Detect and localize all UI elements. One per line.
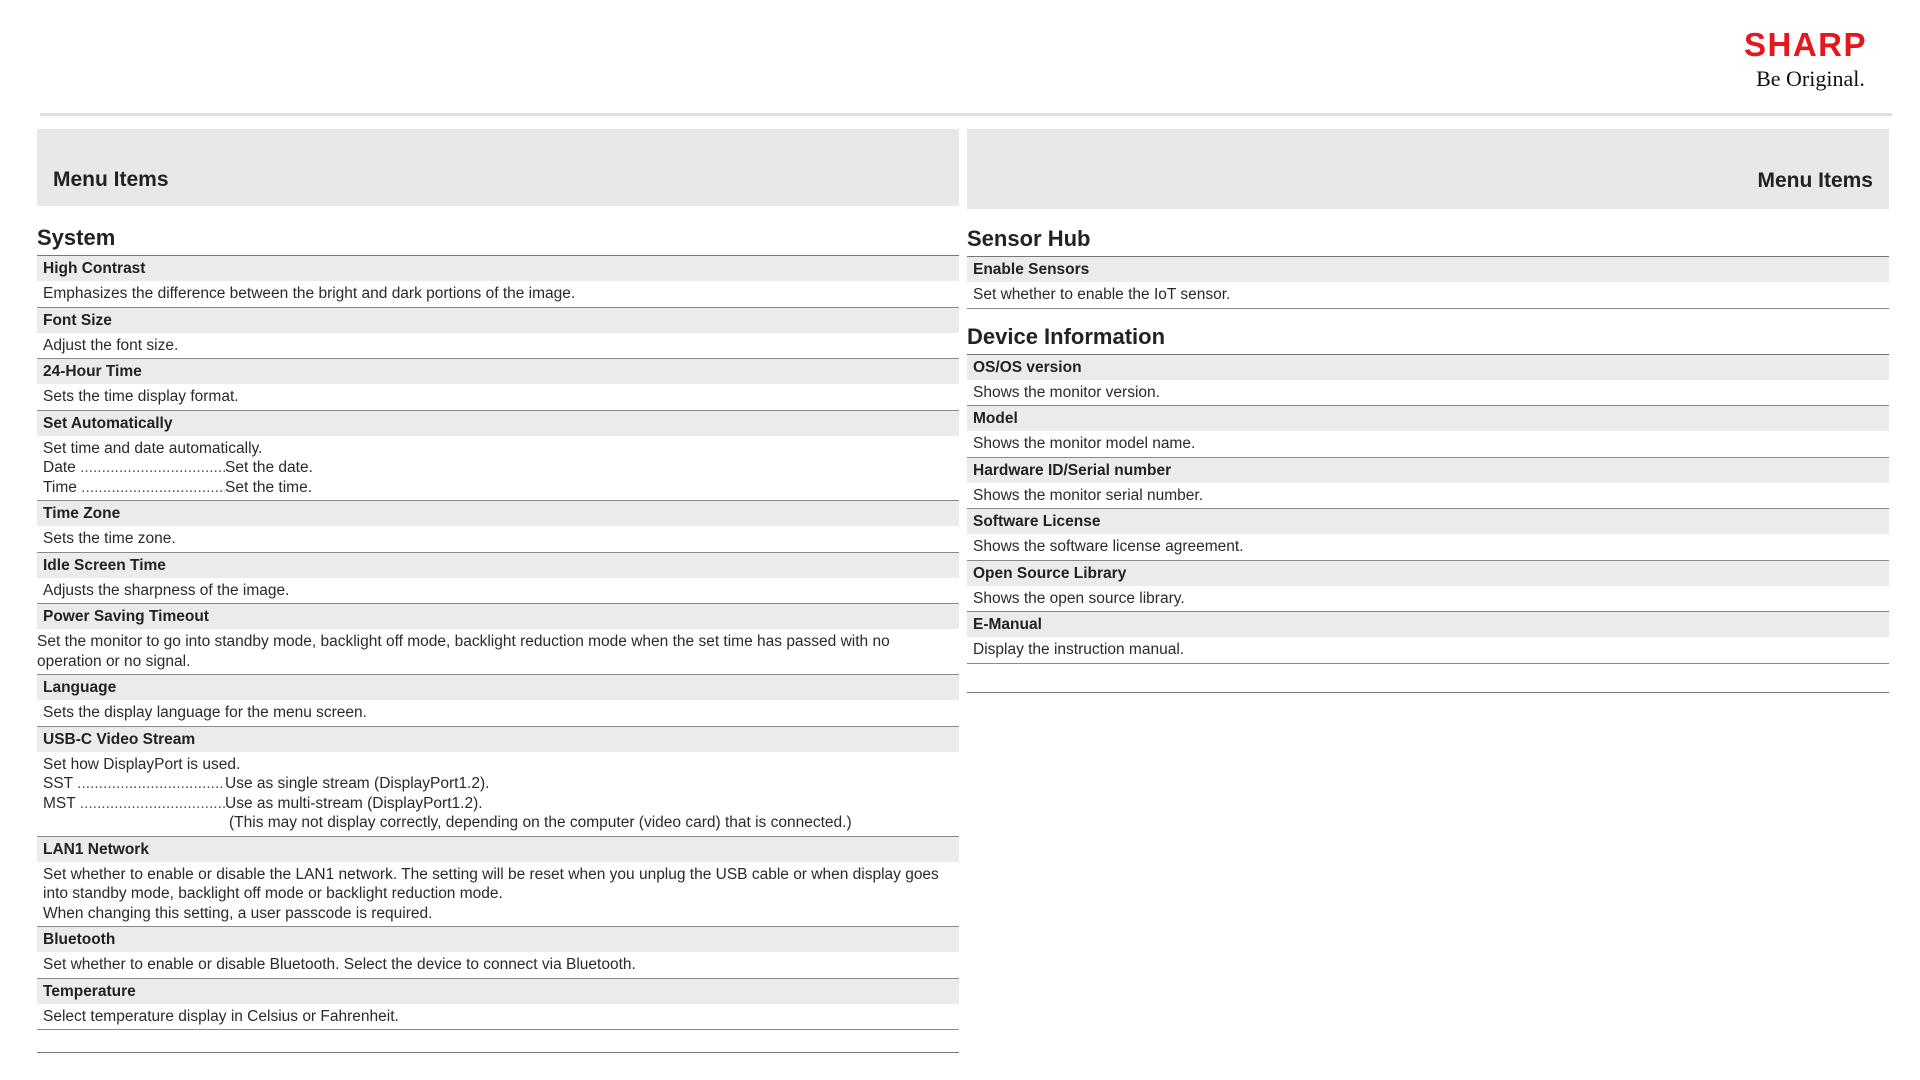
left-banner xyxy=(37,129,959,206)
option-description: Set the date. xyxy=(225,459,313,476)
menu-item-usb-c-video-stream xyxy=(37,727,959,837)
menu-item-description xyxy=(37,862,959,927)
right-sections xyxy=(967,225,1889,664)
menu-item-time-zone xyxy=(37,501,959,553)
brand-tagline: Be Original. xyxy=(1756,66,1865,91)
menu-item-description xyxy=(37,1004,959,1030)
menu-item-title: Time Zone xyxy=(37,501,959,526)
option-name: Date ..... xyxy=(43,458,225,478)
menu-item-title: USB-C Video Stream xyxy=(37,727,959,752)
description-line: Shows the monitor serial number. xyxy=(973,486,1204,504)
description-line: Set the monitor to go into standby mode, backlight off mode, backlight reduction mode when the set time has passed with no operation or no signal. xyxy=(37,633,890,670)
menu-item-set-automatically xyxy=(37,411,959,502)
menu-item-title: OS/OS version xyxy=(967,355,1889,380)
right-banner xyxy=(967,129,1889,209)
menu-item-description xyxy=(37,629,959,674)
description-line: Emphasizes the difference between the bright and dark portions of the image. xyxy=(43,285,576,302)
menu-item-description xyxy=(967,431,1889,457)
left-end-divider xyxy=(37,1030,959,1053)
menu-item-24-hour-time xyxy=(37,359,959,411)
option-row xyxy=(43,794,953,814)
menu-item-description xyxy=(37,384,959,410)
right-column xyxy=(967,129,1889,693)
menu-item-idle-screen-time xyxy=(37,553,959,605)
menu-item-description xyxy=(37,526,959,552)
menu-item-description xyxy=(967,534,1889,560)
menu-item-title: Hardware ID/Serial number xyxy=(967,458,1889,483)
menu-item-description xyxy=(967,380,1889,406)
description-line: Set time and date automatically. xyxy=(43,439,263,457)
option-name: MST ..... xyxy=(43,794,225,814)
description-line: Set whether to enable or disable the LAN1 network. The setting will be reset when you unplug the USB cable or when display goes into standby mode, backlight off mode or backlight reduction mode. xyxy=(43,865,939,902)
option-description: Use as single stream (DisplayPort1.2). xyxy=(225,775,490,792)
menu-item-title: Font Size xyxy=(37,308,959,333)
system-section xyxy=(37,224,959,1030)
menu-item-title: Model xyxy=(967,406,1889,431)
option-note: (This may not display correctly, depending on the computer (video card) that is connected.) xyxy=(229,814,852,831)
option-description: Set the time. xyxy=(225,478,313,496)
option-description: Use as multi-stream (DisplayPort1.2). xyxy=(225,794,483,812)
left-banner-title: Menu Items xyxy=(53,168,169,191)
menu-item-language xyxy=(37,675,959,727)
menu-item-title: High Contrast xyxy=(37,256,959,281)
menu-item-hardware-id-serial-number xyxy=(967,458,1889,510)
menu-item-description xyxy=(967,637,1889,663)
menu-item-e-manual xyxy=(967,612,1889,664)
description-line: Adjust the font size. xyxy=(43,336,179,354)
menu-item-title: Software License xyxy=(967,509,1889,534)
menu-item-description xyxy=(37,578,959,604)
menu-item-bluetooth xyxy=(37,927,959,979)
option-row xyxy=(43,774,953,794)
description-line: Shows the software license agreement. xyxy=(973,538,1244,555)
description-line: Set whether to enable or disable Bluetooth. Select the device to connect via Bluetooth. xyxy=(43,956,636,973)
description-line: Display the instruction manual. xyxy=(973,641,1185,658)
header-divider xyxy=(40,113,1892,116)
menu-item-software-license xyxy=(967,509,1889,561)
option-name: SST ..... xyxy=(43,774,225,794)
menu-item-high-contrast xyxy=(37,256,959,308)
menu-item-lan1-network xyxy=(37,837,959,928)
description-line: Adjusts the sharpness of the image. xyxy=(43,581,290,599)
description-line: Shows the monitor version. xyxy=(973,383,1160,401)
menu-item-os-os-version xyxy=(967,355,1889,407)
menu-item-title: Power Saving Timeout xyxy=(37,604,959,629)
description-line: Select temperature display in Celsius or Fahrenheit. xyxy=(43,1007,399,1025)
menu-item-title: LAN1 Network xyxy=(37,837,959,862)
brand-name: SHARP xyxy=(1743,26,1868,63)
description-line: Shows the open source library. xyxy=(973,589,1185,607)
description-line: Shows the monitor model name. xyxy=(973,435,1196,452)
right-end-divider xyxy=(967,664,1889,693)
menu-item-open-source-library xyxy=(967,561,1889,613)
menu-item-description xyxy=(37,436,959,501)
menu-item-title: Set Automatically xyxy=(37,411,959,436)
menu-item-title: Temperature xyxy=(37,979,959,1004)
menu-item-title: Idle Screen Time xyxy=(37,553,959,578)
section-device-information xyxy=(967,323,1889,664)
description-line: Set whether to enable the IoT sensor. xyxy=(973,286,1231,303)
section-sensor-hub xyxy=(967,225,1889,309)
section-title: Device Information xyxy=(967,323,1889,355)
sharp-logo xyxy=(1718,26,1893,92)
menu-item-description xyxy=(967,483,1889,509)
menu-item-title: Enable Sensors xyxy=(967,257,1889,282)
left-column xyxy=(37,129,959,1053)
menu-item-model xyxy=(967,406,1889,458)
system-items xyxy=(37,256,959,1030)
menu-item-power-saving-timeout xyxy=(37,604,959,675)
menu-item-enable-sensors xyxy=(967,257,1889,309)
menu-item-description xyxy=(37,952,959,978)
option-row xyxy=(43,478,953,498)
option-name: Time ..... xyxy=(43,478,225,498)
menu-item-font-size xyxy=(37,308,959,360)
menu-item-description xyxy=(37,281,959,307)
menu-item-title: Bluetooth xyxy=(37,927,959,952)
section-title: Sensor Hub xyxy=(967,225,1889,257)
description-line: Set how DisplayPort is used. xyxy=(43,755,241,773)
menu-item-title: Language xyxy=(37,675,959,700)
description-line: Sets the time display format. xyxy=(43,388,239,405)
menu-item-title: Open Source Library xyxy=(967,561,1889,586)
description-line: Sets the display language for the menu screen. xyxy=(43,704,367,721)
description-line: Sets the time zone. xyxy=(43,530,176,547)
description-line: When changing this setting, a user passcode is required. xyxy=(43,904,433,922)
menu-item-description xyxy=(967,282,1889,308)
menu-item-description xyxy=(967,586,1889,612)
menu-item-temperature xyxy=(37,979,959,1031)
option-row xyxy=(43,458,953,478)
section-title-system: System xyxy=(37,224,959,256)
menu-item-title: E-Manual xyxy=(967,612,1889,637)
right-banner-title: Menu Items xyxy=(1757,169,1873,192)
menu-item-description xyxy=(37,333,959,359)
menu-item-description xyxy=(37,700,959,726)
menu-item-title: 24-Hour Time xyxy=(37,359,959,384)
menu-item-description xyxy=(37,752,959,836)
